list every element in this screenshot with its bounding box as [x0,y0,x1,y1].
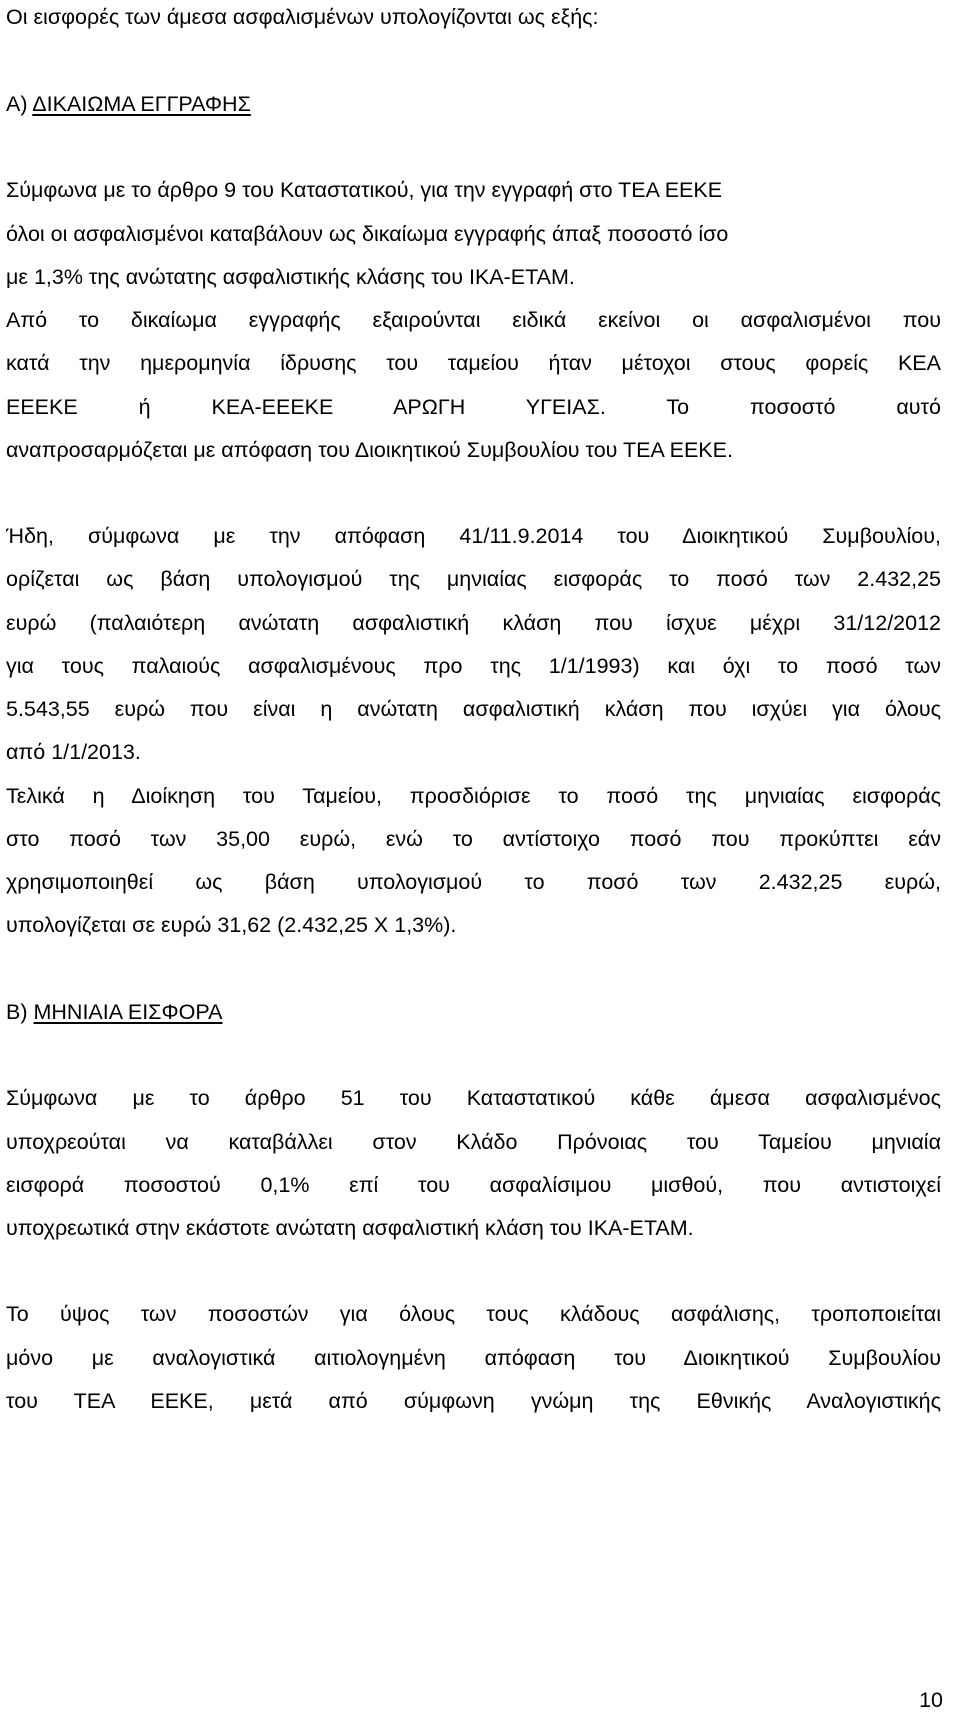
section-b-heading [6,998,941,1026]
section-a-title: ΔΙΚΑΙΩΜΑ ΕΓΓΡΑΦΗΣ [32,92,251,116]
text-line: εισφορά ποσοστού 0,1% επί του ασφαλίσιμου μισθού, που αντιστοιχεί [6,1173,941,1197]
text-line: Από το δικαίωμα εγγραφής εξαιρούνται ειδικά εκείνοι οι ασφαλισμένοι που [6,308,941,332]
text-line: υποχρεούται να καταβάλλει στον Κλάδο Πρόνοιας του Ταμείου μηνιαία [6,1130,941,1154]
text-line: στο ποσό των 35,00 ευρώ, ενώ το αντίστοιχο ποσό που προκύπτει εάν [6,827,941,851]
text-line: αναπροσαρμόζεται με απόφαση του Διοικητικού Συμβουλίου του ΤΕΑ ΕΕΚΕ. [6,438,733,462]
text-line: Το ύψος των ποσοστών για όλους τους κλάδους ασφάλισης, τροποποιείται [6,1302,941,1326]
intro-text: Οι εισφορές των άμεσα ασφαλισμένων υπολογίζονται ως εξής: [6,5,599,29]
text-line: του ΤΕΑ ΕΕΚΕ, μετά από σύμφωνη γνώμη της Εθνικής Αναλογιστικής [6,1389,941,1413]
text-line: με 1,3% της ανώτατης ασφαλιστικής κλάσης του ΙΚΑ-ΕΤΑΜ. [6,265,575,289]
section-a-heading [6,90,941,118]
text-line: υποχρεωτικά στην εκάστοτε ανώτατη ασφαλιστική κλάση του ΙΚΑ-ΕΤΑΜ. [6,1216,694,1240]
text-line: 5.543,55 ευρώ που είναι η ανώτατη ασφαλιστική κλάση που ισχύει για όλους [6,697,941,721]
text-line: Σύμφωνα με το άρθρο 51 του Καταστατικού κάθε άμεσα ασφαλισμένος [6,1086,941,1110]
text-line: όλοι οι ασφαλισμένοι καταβάλουν ως δικαίωμα εγγραφής άπαξ ποσοστό ίσο [6,222,729,246]
text-line: Σύμφωνα με το άρθρο 9 του Καταστατικού, για την εγγραφή στο ΤΕΑ ΕΕΚΕ [6,178,723,202]
text-line: μόνο με αναλογιστικά αιτιολογημένη απόφαση του Διοικητικού Συμβουλίου [6,1346,941,1370]
section-a-prefix: Α) [6,92,33,116]
text-line: Ήδη, σύμφωνα με την απόφαση 41/11.9.2014 του Διοικητικού Συμβουλίου, [6,524,941,548]
text-line: Τελικά η Διοίκηση του Ταμείου, προσδιόρισε το ποσό της μηνιαίας εισφοράς [6,784,941,808]
text-line: ορίζεται ως βάση υπολογισμού της μηνιαίας εισφοράς το ποσό των 2.432,25 [6,567,941,591]
text-line: ευρώ (παλαιότερη ανώτατη ασφαλιστική κλάση που ίσχυε μέχρι 31/12/2012 [6,611,941,635]
text-line: χρησιμοποιηθεί ως βάση υπολογισμού το ποσό των 2.432,25 ευρώ, [6,870,941,894]
text-line: κατά την ημερομηνία ίδρυσης του ταμείου ήταν μέτοχοι στους φορείς ΚΕΑ [6,351,941,375]
text-line: για τους παλαιούς ασφαλισμένους προ της 1/1/1993) και όχι το ποσό των [6,654,941,678]
text-line: ΕΕΕΚΕ ή ΚΕΑ-ΕΕΕΚΕ ΑΡΩΓΗ ΥΓΕΙΑΣ. Το ποσοστό αυτό [6,395,941,419]
text-line: από 1/1/2013. [6,740,141,764]
page-number: 10 [919,1688,943,1712]
section-b-prefix: Β) [6,1000,34,1024]
section-b-title: ΜΗΝΙΑΙΑ ΕΙΣΦΟΡΑ [33,1000,223,1024]
text-line: υπολογίζεται σε ευρώ 31,62 (2.432,25 Χ 1,3%). [6,913,457,937]
